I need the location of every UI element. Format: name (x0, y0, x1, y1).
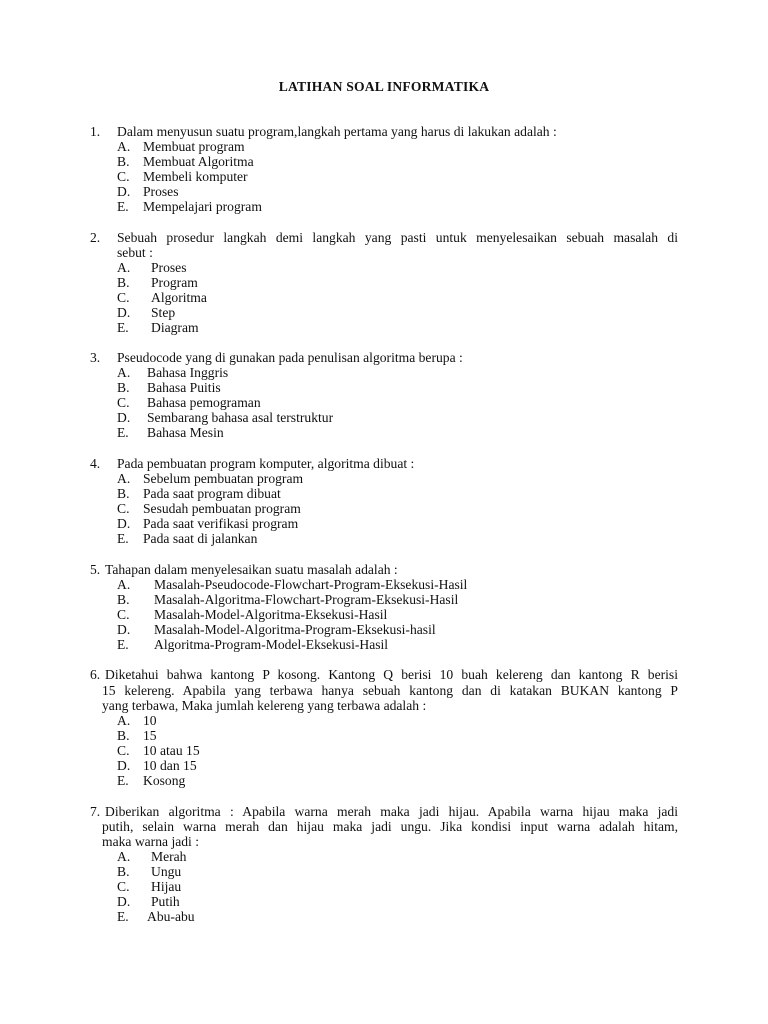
option-text: Pada saat verifikasi program (143, 516, 299, 531)
option-letter: B. (117, 380, 130, 395)
question-text-line: Dalam menyusun suatu program,langkah pertama yang harus di lakukan adalah : (117, 124, 557, 139)
option-text: Sembarang bahasa asal terstruktur (147, 410, 334, 425)
option-text: 10 (143, 713, 157, 728)
option-text: Masalah-Pseudocode-Flowchart-Program-Eksekusi-Hasil (154, 577, 468, 592)
option-letter: A. (117, 365, 131, 380)
option-letter: B. (117, 154, 130, 169)
option-letter: D. (117, 410, 131, 425)
option-letter: C. (117, 290, 130, 305)
question-number: 2. (90, 230, 101, 245)
question-text-line: Diketahui bahwa kantong P kosong. Kantong Q berisi 10 buah kelereng dan kantong R berisi (105, 667, 678, 682)
question-text-line: putih, selain warna merah dan hijau maka jadi ungu. Jika kondisi input warna adalah hitam, (102, 819, 678, 834)
option-letter: B. (117, 592, 130, 607)
option-text: Abu-abu (147, 909, 195, 924)
question-text-line: Sebuah prosedur langkah demi langkah yang pasti untuk menyelesaikan sebuah masalah di (117, 230, 678, 245)
option-text: Mempelajari program (143, 199, 262, 214)
option-letter: C. (117, 501, 130, 516)
option-letter: E. (117, 199, 129, 214)
question-number: 1. (90, 124, 101, 139)
option-text: Sebelum pembuatan program (143, 471, 304, 486)
question-text-line: Pada pembuatan program komputer, algoritma dibuat : (117, 456, 415, 471)
option-text: Membuat program (143, 139, 245, 154)
option-text: Pada saat program dibuat (143, 486, 281, 501)
option-text: Sesudah pembuatan program (143, 501, 301, 516)
question-number: 4. (90, 456, 101, 471)
option-letter: C. (117, 743, 130, 758)
option-text: Membuat Algoritma (143, 154, 254, 169)
question-text-line: Diberikan algoritma : Apabila warna merah maka jadi hijau. Apabila warna hijau maka jadi (105, 804, 678, 819)
option-text: Program (151, 275, 198, 290)
option-letter: B. (117, 275, 130, 290)
option-text: Masalah-Model-Algoritma-Program-Eksekusi-hasil (154, 622, 436, 637)
option-text: Diagram (151, 320, 199, 335)
option-text: Ungu (151, 864, 182, 879)
question-number: 6. (90, 667, 101, 682)
option-letter: D. (117, 184, 131, 199)
option-letter: C. (117, 395, 130, 410)
option-text: Bahasa Mesin (147, 425, 224, 440)
option-letter: E. (117, 773, 129, 788)
option-letter: D. (117, 758, 131, 773)
option-text: Kosong (143, 773, 186, 788)
option-letter: E. (117, 320, 129, 335)
option-letter: D. (117, 516, 131, 531)
option-letter: A. (117, 471, 131, 486)
option-letter: E. (117, 637, 129, 652)
option-letter: A. (117, 713, 131, 728)
option-text: Bahasa Puitis (147, 380, 221, 395)
option-text: Proses (151, 260, 187, 275)
option-text: Membeli komputer (143, 169, 248, 184)
option-text: Algoritma (151, 290, 207, 305)
question-number: 5. (90, 562, 101, 577)
question-number: 3. (90, 350, 101, 365)
option-text: 10 dan 15 (143, 758, 197, 773)
page-title: LATIHAN SOAL INFORMATIKA (278, 79, 490, 94)
option-letter: D. (117, 622, 131, 637)
option-text: Hijau (151, 879, 182, 894)
option-letter: B. (117, 728, 130, 743)
option-text: Putih (151, 894, 180, 909)
option-text: Bahasa pemograman (147, 395, 261, 410)
option-text: Masalah-Algoritma-Flowchart-Program-Eksekusi-Hasil (154, 592, 459, 607)
question-text-line: maka warna jadi : (102, 834, 200, 849)
option-text: 15 (143, 728, 157, 743)
option-letter: B. (117, 864, 130, 879)
question-text-line: 15 kelereng. Apabila yang terbawa hanya sebuah kantong dan di katakan BUKAN kantong P (102, 683, 678, 698)
question-text-line: sebut : (117, 245, 153, 260)
option-text: Algoritma-Program-Model-Eksekusi-Hasil (154, 637, 389, 652)
question-text-line: yang terbawa, Maka jumlah kelereng yang terbawa adalah : (102, 698, 427, 713)
question-number: 7. (90, 804, 101, 819)
option-text: Masalah-Model-Algoritma-Eksekusi-Hasil (154, 607, 388, 622)
option-letter: A. (117, 139, 131, 154)
option-text: Step (151, 305, 176, 320)
option-text: Merah (151, 849, 187, 864)
option-letter: C. (117, 879, 130, 894)
option-letter: A. (117, 849, 131, 864)
option-letter: A. (117, 577, 131, 592)
option-letter: E. (117, 531, 129, 546)
option-text: Pada saat di jalankan (143, 531, 258, 546)
option-letter: C. (117, 607, 130, 622)
option-letter: D. (117, 305, 131, 320)
option-text: 10 atau 15 (143, 743, 200, 758)
option-text: Bahasa Inggris (147, 365, 229, 380)
option-letter: D. (117, 894, 131, 909)
option-letter: E. (117, 425, 129, 440)
option-letter: B. (117, 486, 130, 501)
option-letter: A. (117, 260, 131, 275)
option-text: Proses (143, 184, 179, 199)
question-text-line: Tahapan dalam menyelesaikan suatu masalah adalah : (105, 562, 398, 577)
question-text-line: Pseudocode yang di gunakan pada penulisan algoritma berupa : (117, 350, 463, 365)
option-letter: C. (117, 169, 130, 184)
option-letter: E. (117, 909, 129, 924)
